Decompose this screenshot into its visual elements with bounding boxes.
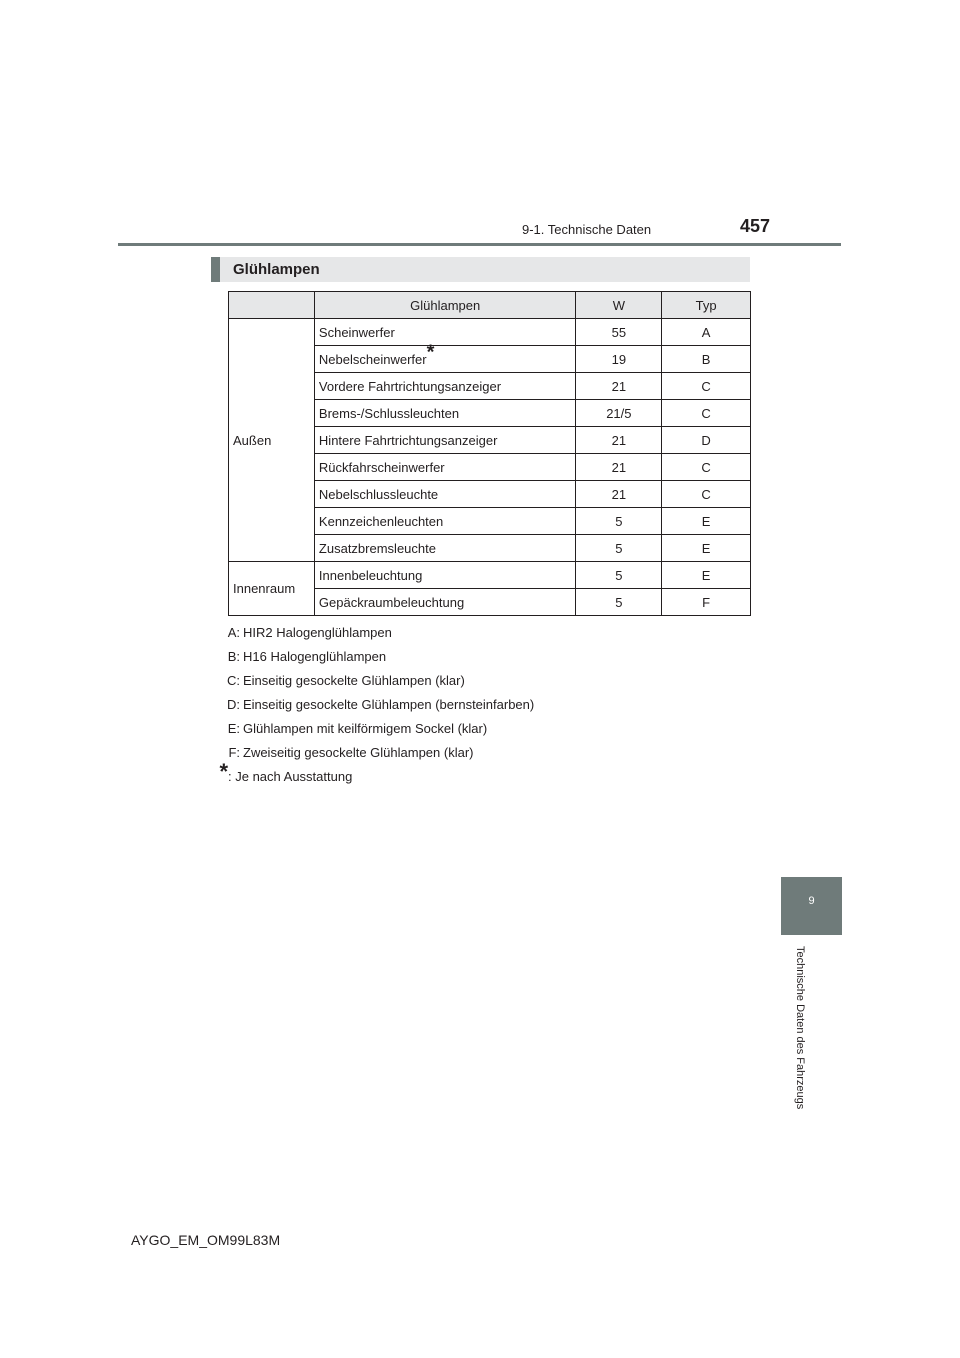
bulb-type: B [662, 346, 751, 373]
legend-key: F: [228, 744, 240, 760]
bulb-type: C [662, 400, 751, 427]
column-header-group [229, 292, 315, 319]
group-label-aussen: Außen [229, 319, 315, 562]
column-header-watt: W [576, 292, 662, 319]
bulb-watt: 21 [576, 427, 662, 454]
legend-key: A: [227, 624, 240, 640]
bulb-watt: 21 [576, 454, 662, 481]
bulb-type: C [662, 373, 751, 400]
legend-key: C: [227, 672, 240, 688]
chapter-tab [781, 877, 842, 935]
legend-key: B: [227, 648, 240, 664]
column-header-bulb: Glühlampen [314, 292, 576, 319]
bulb-watt: 55 [576, 319, 662, 346]
bulb-name: Gepäckraumbeleuchtung [314, 589, 576, 616]
legend-item [216, 620, 534, 644]
chapter-label: Technische Daten des Fahrzeugs [794, 946, 806, 1110]
bulb-name: Brems-/Schlussleuchten [314, 400, 576, 427]
bulb-type: C [662, 454, 751, 481]
bulb-name: Zusatzbremsleuchte [314, 535, 576, 562]
bulb-watt: 21 [576, 373, 662, 400]
group-label-innenraum: Innenraum [229, 562, 315, 616]
bulb-type: C [662, 481, 751, 508]
legend-item [216, 668, 534, 692]
bulb-name-cell [314, 341, 576, 373]
bulb-type: E [662, 562, 751, 589]
legend-item [216, 692, 534, 716]
table-header-row [229, 292, 751, 319]
bulb-type: D [662, 427, 751, 454]
section-heading-bar [211, 257, 750, 282]
bulb-watt: 21 [576, 481, 662, 508]
document-code: AYGO_EM_OM99L83M [131, 1232, 281, 1248]
bulb-watt: 21/5 [576, 400, 662, 427]
bulb-table [228, 291, 751, 616]
footnote-text: : Je nach Ausstattung [228, 768, 353, 784]
legend-text: Zweiseitig gesockelte Glühlampen (klar) [243, 744, 474, 760]
bulb-name: Hintere Fahrtrichtungsanzeiger [314, 427, 576, 454]
type-legend [216, 620, 534, 788]
legend-key: D: [227, 696, 240, 712]
footnote: * : Je nach Ausstattung [219, 759, 353, 784]
bulb-watt: 5 [576, 535, 662, 562]
legend-item [216, 740, 534, 764]
bulb-watt: 5 [576, 562, 662, 589]
header-section-title: 9-1. Technische Daten [522, 222, 652, 237]
bulb-watt: 19 [576, 346, 662, 373]
bulb-name: Vordere Fahrtrichtungsanzeiger [314, 373, 576, 400]
chapter-number: 9 [808, 895, 815, 907]
header-rule [118, 243, 841, 246]
page-number: 457 [740, 216, 771, 236]
bulb-type: E [662, 535, 751, 562]
bulb-name: Innenbeleuchtung [314, 562, 576, 589]
legend-text: H16 Halogenglühlampen [243, 648, 387, 664]
section-heading: Glühlampen [233, 261, 320, 278]
bulb-watt: 5 [576, 508, 662, 535]
bulb-type: F [662, 589, 751, 616]
bulb-type: E [662, 508, 751, 535]
legend-text: Einseitig gesockelte Glühlampen (klar) [243, 672, 465, 688]
bulb-name: Scheinwerfer [314, 319, 576, 346]
bulb-name: Rückfahrscheinwerfer [314, 454, 576, 481]
bulb-watt: 5 [576, 589, 662, 616]
column-header-type: Typ [662, 292, 751, 319]
bulb-name: Nebelschlussleuchte [314, 481, 576, 508]
bulb-name: Kennzeichenleuchten [314, 508, 576, 535]
legend-item [216, 644, 534, 668]
table-row [229, 562, 751, 589]
legend-text: Einseitig gesockelte Glühlampen (bernsteinfarben) [243, 696, 535, 712]
bulb-type: A [662, 319, 751, 346]
legend-item [216, 716, 534, 740]
legend-key: E: [227, 720, 240, 736]
table-row [229, 319, 751, 346]
bulb-name: Nebelscheinwerfer [318, 351, 427, 367]
legend-text: HIR2 Halogenglühlampen [243, 624, 392, 640]
legend-text: Glühlampen mit keilförmigem Sockel (klar) [243, 720, 488, 736]
footnote-marker: * [426, 341, 435, 364]
